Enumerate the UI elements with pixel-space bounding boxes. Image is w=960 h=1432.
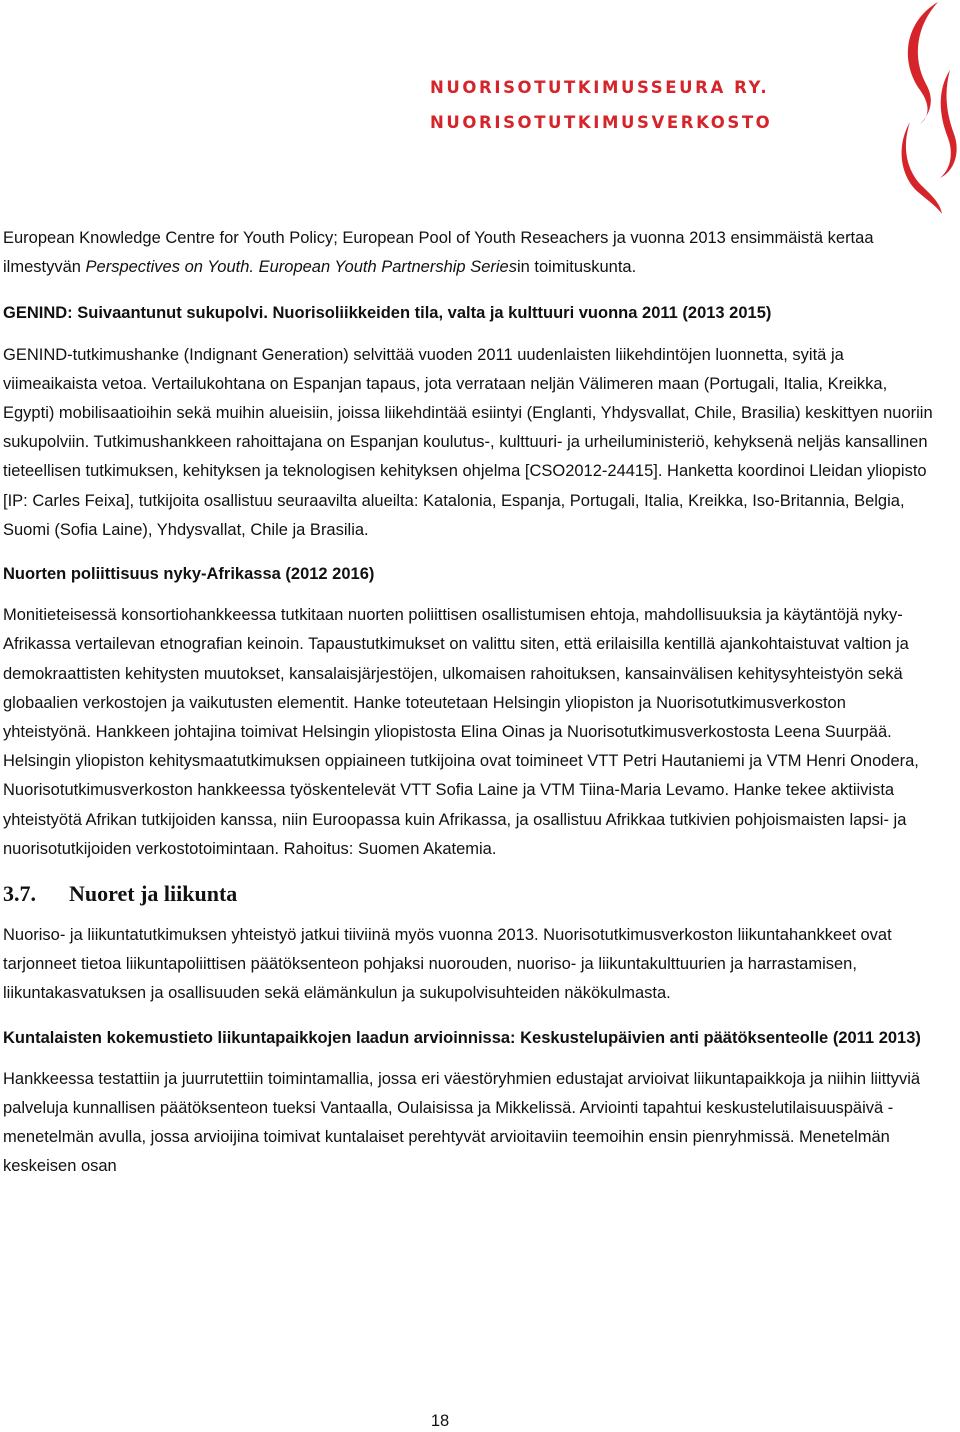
red-curved-strokes-logo-icon [890, 0, 960, 215]
section-paragraph: Nuoriso- ja liikuntatutkimuksen yhteistyö jatkui tiiviinä myös vuonna 2013. Nuorisotutkimusverkoston liikuntahankkeet ovat tarjonneet tietoa liikuntapoliittisen päätöksenteon pohjaksi nuorouden, nuoriso- ja liikuntakulttuurien ja harrastamisen, liikuntakasvatuksen ja osallisuuden sekä elämänkulun ja sukupolvisuhteiden näkökulmasta. [3, 926, 892, 1003]
genind-heading: GENIND: Suivaantunut sukupolvi. Nuorisoliikkeiden tila, valta ja kulttuuri vuonna 2011 (2013 2015) [3, 304, 772, 323]
intro-text-end: in toimituskunta. [516, 258, 637, 277]
africa-heading: Nuorten poliittisuus nyky-Afrikassa (2012 2016) [3, 565, 375, 584]
org-name-line2: NUORISOTUTKIMUSVERKOSTO [430, 113, 773, 132]
section-title: Nuoret ja liikunta [69, 881, 238, 907]
genind-paragraph: GENIND-tutkimushanke (Indignant Generation) selvittää vuoden 2011 uudenlaisten liikehdintöjen luonnetta, syitä ja viimeaikaista vetoa. Vertailukohtana on Espanjan tapaus, jota verrataan neljän Välimeren maan (Portugali, Italia, Kreikka, Egypti) mobilisaatioihin sekä muihin alueisiin, joissa liikehdintää esiintyi (Englanti, Yhdysvallat, Chile, Brasilia) keskittyen nuoriin sukupolviin. Tutkimushankkeen rahoittajana on Espanjan koulutus-, kulttuuri- ja urheiluministeriö, kehyksenä neljäs kansallinen tieteellisen tutkimuksen, kehityksen ja teknologisen kehityksen ohjelma [CSO2012-24415]. Hanketta koordinoi Lleidan yliopisto [IP: Carles Feixa], tutkijoita osallistuu seuraavilta alueilta: Katalonia, Espanja, Portugali, Italia, Kreikka, Iso-Britannia, Belgia, Suomi (Sofia Laine), Yhdysvallat, Chile ja Brasilia. [3, 345, 933, 539]
page-header [0, 0, 960, 215]
intro-text: European Knowledge Centre for Youth Policy; European Pool of Youth Reseachers ja vuonna 2013 ensimmäistä kertaa ilmestyvän [3, 229, 874, 277]
intro-paragraph [3, 224, 933, 282]
africa-paragraph: Monitieteisessä konsortiohankkeessa tutkitaan nuorten poliittisen osallistumisen ehtoja, mahdollisuuksia ja käytäntöjä nyky-Afrikassa vertailevan etnografian keinoin. Tapaustutkimukset on valittu siten, että erilaisilla kentillä ajankohtaistuvat valtion ja demokraattisten kehitysten muutokset, kansalaisjärjestöjen, ulkomaisen rahoituksen, kansainvälisen kehitysyhteistyön sekä globaalien verkostojen ja vaikutusten elementit. Hanke toteutetaan Helsingin yliopiston ja Nuorisotutkimusverkoston yhteistyönä. Hankkeen johtajina toimivat Helsingin yliopistosta Elina Oinas ja Nuorisotutkimusverkostosta Leena Suurpää. Helsingin yliopiston kehitysmaatutkimuksen oppiaineen tutkijoina ovat toimineet VTT Petri Hautaniemi ja VTM Henri Onodera, Nuorisotutkimusverkoston hankkeessa työskentelevät VTT Sofia Laine ja VTM Tiina-Maria Levamo. Hanke tekee aktiivista yhteistyötä Afrikan tutkijoiden kanssa, niin Euroopassa kuin Afrikassa, ja osallistuu Afrikkaa tutkivien pohjoismaisten lapsi- ja nuorisotutkijoiden verkostotoimintaan. Rahoitus: Suomen Akatemia. [3, 606, 919, 858]
document-body [3, 224, 933, 1182]
org-name-line1: NUORISOTUTKIMUSSEURA RY. [430, 78, 770, 97]
intro-italic-text: Perspectives on Youth. European Youth Partnership Series [85, 258, 517, 277]
kuntalaiset-heading: Kuntalaisten kokemustieto liikuntapaikkojen laadun arvioinnissa: Keskustelupäivien anti päätöksenteolle (2011 2013) [3, 1028, 921, 1047]
kuntalaiset-paragraph: Hankkeessa testattiin ja juurrutettiin toimintamallia, jossa eri väestöryhmien edustajat arvioivat liikuntapaikkoja ja niihin liittyviä palveluja kunnallisen päätöksenteon tueksi Vantaalla, Oulaisissa ja Mikkelissä. Arviointi tapahtui keskustelutilaisuuspäivä -menetelmän avulla, jossa arvioijina toimivat kuntalaiset perehtyvät arvioitaviin teemoihin ensin pienryhmissä. Menetelmän keskeisen osan [3, 1069, 921, 1176]
section-heading [3, 879, 933, 909]
page-number: 18 [430, 1412, 450, 1430]
section-number: 3.7. [3, 881, 36, 907]
